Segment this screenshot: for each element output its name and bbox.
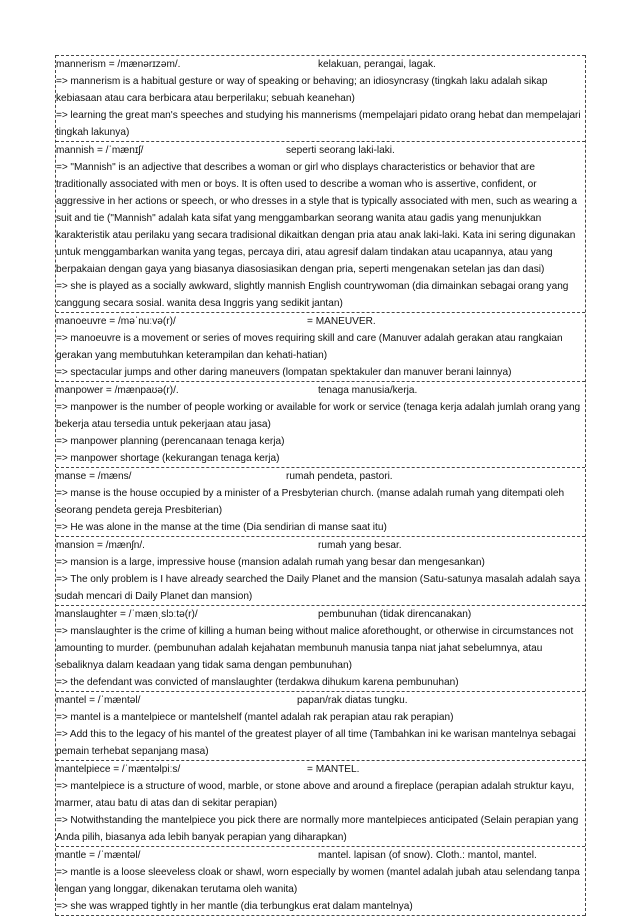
entry-meaning: tenaga manusia/kerja.: [318, 385, 418, 396]
entry-example-line: => "Mannish" is an adjective that describes a woman or girl who displays characteristics or behavior that are traditionally associated with men or boys. It is often used to describe a woman who is assertive, confident, or aggressive in her actions or speech, or who dresses in a style that is typically associated with men, such as wearing a suit and tie ("Mannish" adalah kata sifat yang menggambarkan seorang wanita atau gadis yang menunjukkan karakteristik atau perilaku yang secara tradisional dikaitkan dengan pria atau anak laki-laki. Kata ini sering digunakan untuk menggambarkan wanita yang tegas, percaya diri, atau agresif dalam tindakan atau ucapannya, atau yang berpakaian dengan gaya yang biasanya diasosiasikan dengan pria, seperti mengenakan setelan jas dan dasi): [56, 162, 577, 275]
entry-meaning: rumah yang besar.: [318, 540, 402, 551]
entry-example-line: => mantelpiece is a structure of wood, marble, or stone above and around a fireplace (perapian adalah struktur kayu, marmer, atau batu di atas dan di sekitar perapian): [56, 781, 575, 809]
vocabulary-list: [55, 55, 586, 916]
entry-heading: [56, 761, 585, 778]
entry-heading: [56, 382, 585, 399]
entry-meaning: = MANTEL.: [307, 764, 360, 775]
entry-example-line: => The only problem is I have already searched the Daily Planet and the mansion (Satu-satunya masalah adalah saya sudah mencari di Daily Planet dan mansion): [56, 574, 581, 602]
entry-example-line: => mansion is a large, impressive house (mansion adalah rumah yang besar dan mengesankan): [56, 557, 485, 568]
entry: [56, 760, 585, 846]
entry: [56, 846, 585, 916]
entry-example-line: => she was wrapped tightly in her mantle (dia terbungkus erat dalam mantelnya): [56, 901, 413, 912]
entry-heading: [56, 537, 585, 554]
entry-term: mantle = /ˈmæntəl/: [56, 850, 141, 861]
entry-heading: [56, 313, 585, 330]
entry-example-line: => manpower planning (perencanaan tenaga kerja): [56, 436, 285, 447]
entry-term: manpower = /mænpaʊə(r)/.: [56, 385, 179, 396]
entry: [56, 381, 585, 467]
entry-example-line: => she is played as a socially awkward, slightly mannish English countrywoman (dia dimainkan sebagai orang yang canggung secara sosial. wanita desa Inggris yang sedikit jantan): [56, 281, 569, 309]
entry-example-line: => manoeuvre is a movement or series of moves requiring skill and care (Manuver adalah gerakan atau rangkaian gerakan yang membutuhkan keterampilan dan kehati-hatian): [56, 333, 563, 361]
entry: [56, 467, 585, 536]
entry-example-line: => mantel is a mantelpiece or mantelshelf (mantel adalah rak perapian atau rak perapian): [56, 712, 454, 723]
entry-example-line: => manpower shortage (kekurangan tenaga kerja): [56, 453, 280, 464]
entry-example-line: => manse is the house occupied by a minister of a Presbyterian church. (manse adalah rumah yang ditempati oleh seorang pendeta gereja Presbiterian): [56, 488, 565, 516]
entry: [56, 55, 585, 141]
entry-term: mantel = /ˈmæntəl/: [56, 695, 141, 706]
entry-meaning: pembunuhan (tidak direncanakan): [318, 609, 472, 620]
entry-example-line: => He was alone in the manse at the time (Dia sendirian di manse saat itu): [56, 522, 387, 533]
entry-term: manoeuvre = /məˈnuːvə(r)/: [56, 316, 176, 327]
entry-heading: [56, 468, 585, 485]
entry-example-line: => spectacular jumps and other daring maneuvers (lompatan spektakuler dan manuver berani lainnya): [56, 367, 512, 378]
entry-example-line: => the defendant was convicted of manslaughter (terdakwa dihukum karena pembunuhan): [56, 677, 459, 688]
entry-term: mansion = /mænʃn/.: [56, 540, 145, 551]
entry-example-line: => manslaughter is the crime of killing a human being without malice aforethought, or otherwise in circumstances not amounting to murder. (pembunuhan adalah kejahatan membunuh manusia tanpa niat jahat sebelumnya, atau sebaliknya dalam keadaan yang tidak sama dengan pembunuhan): [56, 626, 574, 671]
entry-heading: [56, 692, 585, 709]
entry-term: manslaughter = /ˈmænˌslɔːtə(r)/: [56, 609, 198, 620]
entry-example-line: => manpower is the number of people working or available for work or service (tenaga kerja adalah jumlah orang yang bekerja atau tersedia untuk pekerjaan atau jasa): [56, 402, 581, 430]
entry-meaning: rumah pendeta, pastori.: [286, 471, 393, 482]
entry-meaning: = MANEUVER.: [307, 316, 376, 327]
entry-heading: [56, 142, 585, 159]
entry: [56, 141, 585, 312]
entry-example-line: => mantle is a loose sleeveless cloak or shawl, worn especially by women (mantel adalah jubah atau selendang tanpa lengan yang longgar, dikenakan terutama oleh wanita): [56, 867, 580, 895]
entry-example-line: => Add this to the legacy of his mantel of the greatest player of all time (Tambahkan ini ke warisan mantelnya sebagai pemain terhebat sepanjang masa): [56, 729, 576, 757]
entry-heading: [56, 56, 585, 73]
entry-heading: [56, 847, 585, 864]
entry: [56, 691, 585, 760]
entry-meaning: mantel. lapisan (of snow). Cloth.: mantol, mantel.: [318, 850, 537, 861]
entry: [56, 605, 585, 691]
entry: [56, 536, 585, 605]
entry-term: manse = /mæns/: [56, 471, 132, 482]
entry-term: mannish = /ˈmænɪʃ/: [56, 145, 144, 156]
entry-meaning: kelakuan, perangai, lagak.: [318, 59, 436, 70]
entry-term: mantelpiece = /ˈmæntəlpiːs/: [56, 764, 181, 775]
entry-example-line: => mannerism is a habitual gesture or way of speaking or behaving; an idiosyncrasy (tingkah laku adalah sikap kebiasaan atau cara berbicara atau berperilaku; sebuah keanehan): [56, 76, 548, 104]
entry-term: mannerism = /mænərɪzəm/.: [56, 59, 181, 70]
entry-heading: [56, 606, 585, 623]
entry-example-line: => Notwithstanding the mantelpiece you pick there are normally more mantelpieces anticipated (Selain perapian yang Anda pilih, biasanya ada lebih banyak perapian yang diharapkan): [56, 815, 579, 843]
entry-example-line: => learning the great man's speeches and studying his mannerisms (mempelajari pidato orang hebat dan mempelajari tingkah lakunya): [56, 110, 581, 138]
entry-meaning: seperti seorang laki-laki.: [286, 145, 395, 156]
entry: [56, 312, 585, 381]
entry-meaning: papan/rak diatas tungku.: [297, 695, 408, 706]
